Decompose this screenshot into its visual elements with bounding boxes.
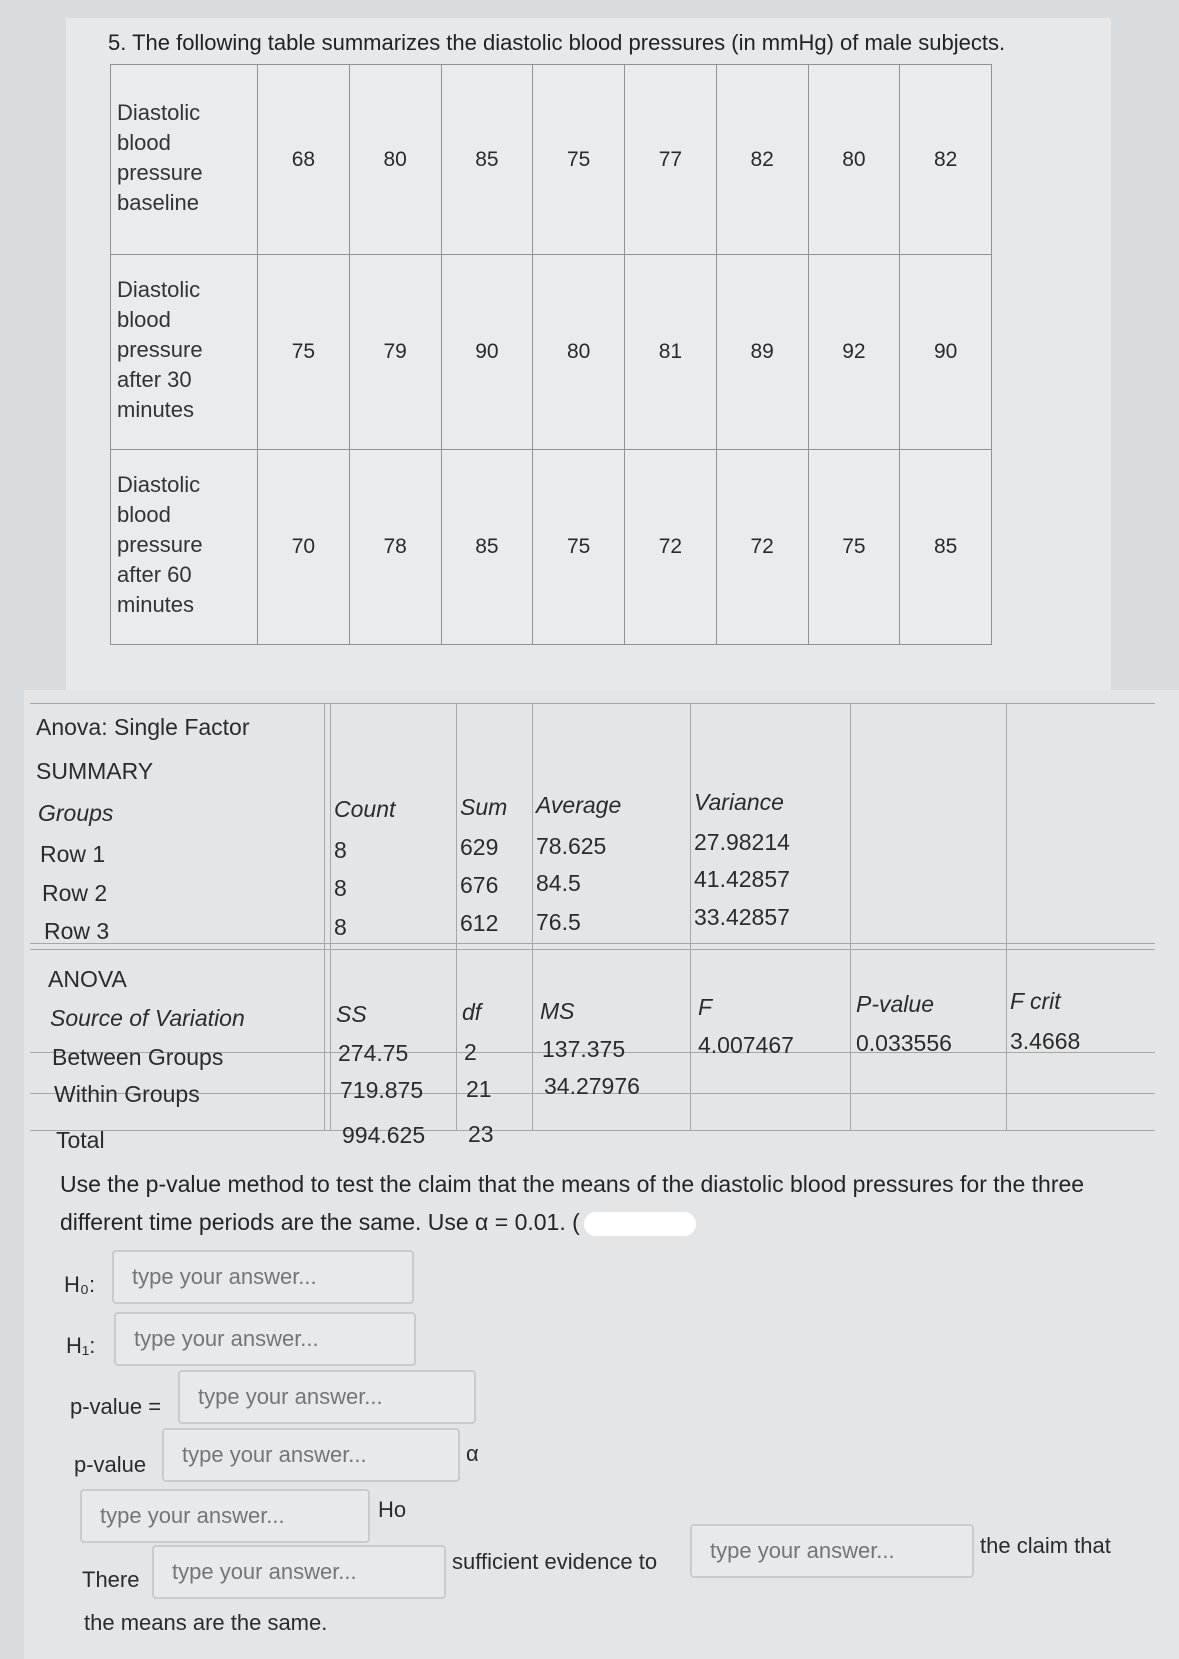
anova-df: 21 [466,1076,492,1102]
anova-pvalue: 0.033556 [856,1030,952,1056]
col-header-fcrit: F crit [1010,988,1061,1014]
evidence-input[interactable] [152,1545,446,1599]
table-cell: 70 [258,450,350,645]
table-cell: 85 [441,450,533,645]
grid-line [690,703,691,1130]
table-cell: 92 [808,255,900,450]
summary-sum: 612 [460,910,499,936]
support-reject-input[interactable] [690,1524,974,1578]
table-cell: 89 [716,255,808,450]
table-cell: 79 [349,255,441,450]
h1-answer-input[interactable] [114,1312,416,1366]
table-cell: 75 [808,450,900,645]
col-header-groups: Groups [38,800,114,826]
table-row-60min [111,450,992,645]
ho-label: Ho [378,1497,407,1522]
summary-average: 84.5 [536,870,581,896]
grid-line [532,703,533,1130]
alpha-label: α [466,1441,479,1466]
sufficient-evidence-label: sufficient evidence to [452,1549,658,1574]
summary-average: 76.5 [536,909,581,935]
col-header-pvalue: P-value [856,991,934,1017]
anova-fcrit: 3.4668 [1010,1028,1081,1054]
h1-label: H₁: [66,1333,96,1358]
anova-ss: 719.875 [340,1077,424,1103]
col-header-df: df [462,999,482,1025]
table-cell: 68 [258,65,350,255]
col-header-sum: Sum [460,794,508,820]
summary-variance: 41.42857 [694,866,790,892]
table-cell: 90 [900,255,992,450]
col-header-ss: SS [336,1001,367,1027]
summary-group: Row 3 [44,918,110,944]
claim-that-label: the claim that [980,1533,1111,1558]
claim-text: Use the p-value method to test the claim that the means of the diastolic blood pressures for the three different time periods are the same. Use α = 0.01. ( [60,1171,1085,1235]
anova-f: 4.007467 [698,1032,794,1058]
row-label: Diastolic blood pressure after 60 minutes [111,450,258,645]
table-cell: 85 [900,450,992,645]
pvalue-answer-input[interactable] [178,1370,476,1424]
col-header-f: F [698,994,713,1020]
anova-title: Anova: Single Factor [36,714,250,740]
grid-line [30,703,1155,704]
table-cell: 75 [258,255,350,450]
grid-line [456,703,457,1130]
summary-group: Row 2 [42,880,108,906]
table-cell: 75 [533,65,625,255]
anova-ss: 274.75 [338,1040,409,1066]
table-cell: 82 [900,65,992,255]
table-cell: 82 [716,65,808,255]
summary-count: 8 [334,837,347,863]
table-row-30min [111,255,992,450]
grid-line [324,703,325,1130]
anova-df: 2 [464,1039,477,1065]
summary-variance: 33.42857 [694,904,790,930]
col-header-variance: Variance [694,789,784,815]
grid-line [30,949,1155,950]
row-label: Diastolic blood pressure baseline [111,65,258,255]
question-title: 5. The following table summarizes the diastolic blood pressures (in mmHg) of male subjects. [108,30,1006,55]
grid-line [30,1130,1155,1131]
grid-line [850,703,851,1130]
summary-variance: 27.98214 [694,829,790,855]
grid-line [1006,703,1007,1130]
table-row-baseline [111,65,992,255]
anova-ms: 34.27976 [544,1073,640,1099]
summary-sum: 629 [460,834,499,860]
decision-input[interactable] [80,1489,370,1543]
table-cell: 90 [441,255,533,450]
claim-instructions [60,1165,1120,1241]
col-header-ms: MS [540,998,575,1024]
summary-sum: 676 [460,872,499,898]
summary-group: Row 1 [40,841,106,867]
summary-label: SUMMARY [36,758,154,784]
table-cell: 72 [716,450,808,645]
anova-ms: 137.375 [542,1036,626,1062]
table-cell: 77 [625,65,717,255]
pvalue-comparison-input[interactable] [162,1428,460,1482]
summary-count: 8 [334,914,347,940]
anova-source: Within Groups [54,1081,200,1107]
table-cell: 78 [349,450,441,645]
col-header-count: Count [334,796,396,822]
pvalue-compare-label: p-value [74,1452,147,1477]
anova-label: ANOVA [48,966,127,992]
table-cell: 80 [808,65,900,255]
table-cell: 81 [625,255,717,450]
anova-source: Between Groups [52,1044,224,1070]
grid-line [30,943,1155,944]
redaction-mark [584,1212,696,1236]
means-same-label: the means are the same. [84,1610,328,1635]
grid-line [330,703,331,1130]
row-label: Diastolic blood pressure after 30 minutes [111,255,258,450]
table-cell: 75 [533,450,625,645]
blood-pressure-table [110,64,992,645]
summary-count: 8 [334,875,347,901]
col-header-source: Source of Variation [50,1005,245,1031]
table-cell: 72 [625,450,717,645]
summary-average: 78.625 [536,833,607,859]
there-label: There [82,1567,140,1592]
anova-ss: 994.625 [342,1122,426,1148]
pvalue-equals-label: p-value = [70,1394,162,1419]
table-cell: 80 [349,65,441,255]
table-cell: 85 [441,65,533,255]
h0-label: H₀: [64,1272,96,1297]
table-cell: 80 [533,255,625,450]
h0-answer-input[interactable] [112,1250,414,1304]
col-header-average: Average [536,792,622,818]
anova-df: 23 [468,1121,494,1147]
anova-source: Total [56,1127,105,1153]
